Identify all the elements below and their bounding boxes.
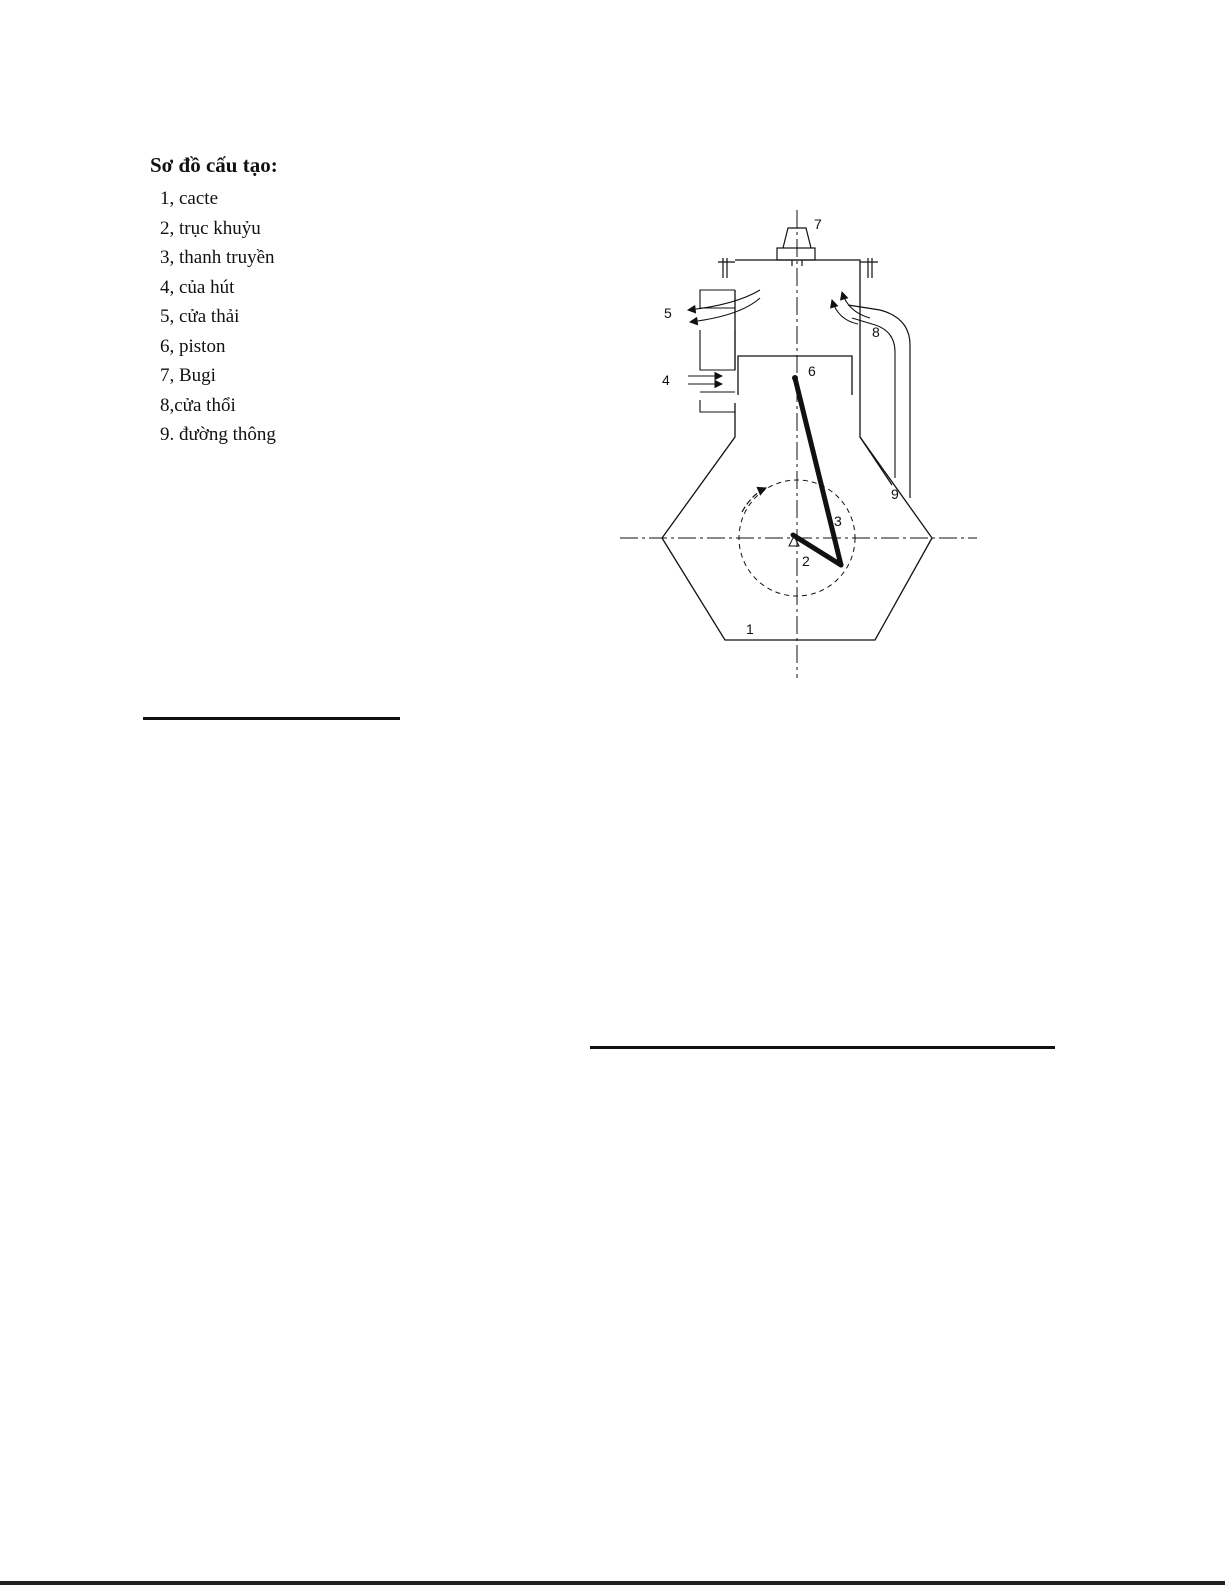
piston-pin [792,375,798,381]
head-flange-right [860,258,878,278]
callout-9: 9 [891,486,899,502]
legend-item-scavenge-port: 8,cửa thổi [160,394,236,416]
connecting-rod [795,378,841,565]
legend-item-exhaust-port: 5, cửa thải [160,306,240,327]
callout-4: 4 [662,372,670,388]
legend-item-spark-plug: 7, Bugi [160,365,216,386]
callout-3: 3 [834,513,842,529]
callout-6: 6 [808,363,816,379]
callout-2: 2 [802,553,810,569]
callout-8: 8 [872,324,880,340]
callout-7: 7 [814,216,822,232]
divider-left [143,717,400,720]
head-flange-left [718,258,735,278]
transfer-passage-inner [852,318,895,478]
exhaust-port [688,290,760,370]
legend-item-cacte: 1, cacte [160,188,219,209]
spark-plug [777,228,815,266]
legend-title: Sơ đồ cấu tạo: [150,153,278,177]
legend-item-connecting-rod: 3, thanh truyền [160,247,275,268]
legend-item-transfer-passage: 9. đường thông [160,424,276,445]
page-bottom-border [0,1581,1225,1585]
callout-5: 5 [664,305,672,321]
legend-item-piston: 6, piston [160,335,226,357]
divider-right [590,1046,1055,1049]
callout-1: 1 [746,621,754,637]
legend-item-intake-port: 4, củа hút [160,276,235,298]
legend-item-crankshaft: 2, trục khuỷu [160,217,261,239]
intake-port [688,376,735,412]
